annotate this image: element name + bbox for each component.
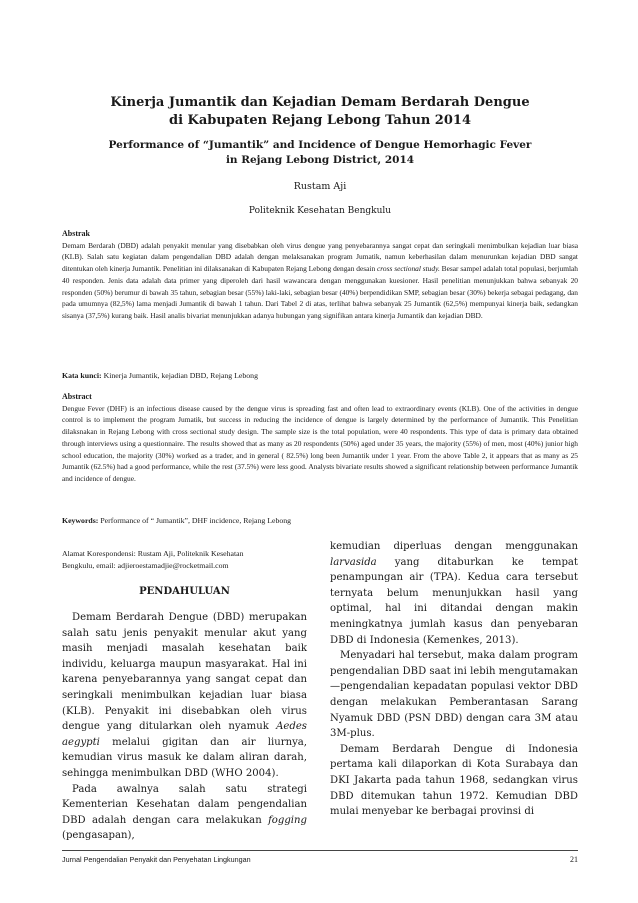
kata-kunci xyxy=(62,370,578,382)
author-name: Rustam Aji xyxy=(293,181,347,192)
correspondence-address xyxy=(62,548,307,572)
kata-kunci-label: Kata kunci: xyxy=(62,371,102,380)
right-p1-italic: larvasida xyxy=(330,556,377,568)
correspondence-line-1: Alamat Korespondensi: Rustam Aji, Politeknik Kesehatan xyxy=(62,549,244,558)
abstrak-text-2: Besar sampel adalah total populasi, berjumlah 40 responden. Jenis data adalah data primer yang diperoleh dari hasil wawancara dengan menggunakan kuesioner. Hasil penelitian menunjukkan bahwa sebanyak 20 responden (50%) berumur di bawah 35 tahun, sebagian besar (55%) laki-laki, sebagian besar (40%) berpendidikan SMP, sebagian besar (30%) bekerja sebagai pedagang, dan pada umumnya (82,5%) lama menjadi Jumantik di bawah 1 tahun. Dari Tabel 2 di atas, terlihat bahwa sebanyak 25 Jumantik (62,5%) mempunyai kinerja baik, sedangkan sisanya (37,5%) kurang baik. Hasil analis bivariat menunjukkan adanya hubungan yang signifikan antara kinerja Jumantik dan kejadian DBD. xyxy=(62,264,579,320)
abstract-body: Dengue Fever (DHF) is an infectious disease caused by the dengue virus is spreading fast and often lead to extraordinary events (KLB). One of the activities in dengue control is to implement the program Jumatik, but success in reducing the incidence of dengue is largely determined by the performance of Jumantik. This Penelitian dilaksnakan in Rejang Lebong with cross sectional study design. The sample size is the total population, were 40 respondents. This type of data is primary data obtained through interviews using a questionnaire. The results showed that as many as 20 respondents (50%) aged under 35 years, the majority (55%) of men, most (40%) junior high school education, the majority (30%) worked as a trader, and in general ( 82.5%) long been Jumantik under 1 year. From the above Table 2, it appears that as many as 25 Jumantik (62.5%) had a good performance, while the rest (37.5%) were less good. Analysts bivariate results showed a significant relationship between performance Jumantik and incidence of dengue. xyxy=(62,403,578,483)
left-paragraph-1 xyxy=(62,610,307,782)
abstract-section xyxy=(62,391,578,485)
left-paragraph-2 xyxy=(62,782,307,844)
abstract-heading: Abstract xyxy=(62,392,92,401)
abstrak-body xyxy=(62,240,578,322)
keywords xyxy=(62,515,578,527)
left-column xyxy=(62,610,307,844)
footer-divider xyxy=(62,850,578,851)
title-en-line-1: Performance of “Jumantik” and Incidence of Dengue Hemorhagic Fever xyxy=(108,139,532,151)
correspondence-line-2: Bengkulu, email: adjieroestamadjie@rocketmail.com xyxy=(62,561,229,570)
abstrak-heading: Abstrak xyxy=(62,229,91,238)
page-number: 21 xyxy=(570,855,578,864)
right-p1-text-a: kemudian diperluas dengan menggunakan xyxy=(330,541,578,552)
section-heading-pendahuluan: PENDAHULUAN xyxy=(139,586,230,597)
right-column xyxy=(330,539,578,820)
right-paragraph-3: Demam Berdarah Dengue di Indonesia pertama kali dilaporkan di Kota Surabaya dan DKI Jakarta pada tahun 1968, sedangkan virus DBD ditemukan tahun 1972. Kemudian DBD mulai menyebar ke berbagai provinsi di xyxy=(330,743,578,818)
abstrak-section xyxy=(62,228,578,322)
footer-journal-name: Jurnal Pengendalian Penyakit dan Penyehatan Lingkungan xyxy=(62,855,251,864)
abstrak-text-italic: cross sectional study. xyxy=(377,264,440,274)
keywords-text: Performance of “ Jumantik”, DHF incidence, Rejang Lebong xyxy=(98,516,292,525)
title-indonesian xyxy=(60,94,580,130)
right-paragraph-1 xyxy=(330,539,578,648)
title-line-2: di Kabupaten Rejang Lebong Tahun 2014 xyxy=(168,113,471,128)
left-p2-text-a: Pada awalnya salah satu strategi Kementerian Kesehatan dalam pengendalian DBD adalah dengan cara melakukan xyxy=(62,783,307,826)
author-affiliation: Politeknik Kesehatan Bengkulu xyxy=(248,206,392,216)
right-paragraph-2: Menyadari hal tersebut, maka dalam program pengendalian DBD saat ini lebih mengutamakan —pengendalian kepadatan populasi vektor DBD dengan melakukan Pemberantasan Sarang Nyamuk DBD (PSN DBD) dengan cara 3M atau 3M-plus. xyxy=(330,650,578,740)
keywords-label: Keywords: xyxy=(62,516,99,525)
abstrak-text-1: Demam Berdarah (DBD) adalah penyakit menular yang disebabkan oleh virus dengue yang penyebarannya sangat cepat dan seringkali menimbulkan kejadian luar biasa (KLB). Salah satu kegiatan dalam pengendalian DBD adalah dengan melaksanakan program Jumatik, namun keberhasilan dalam menurunkan kejadian DBD sangat ditentukan oleh kinerja Jumantik. Penelitian ini dilaksanakan di Kabupaten Rejang Lebong dengan desain xyxy=(62,240,578,274)
left-p1-text-a: Demam Berdarah Dengue (DBD) merupakan salah satu jenis penyakit menular akut yang masih menjadi masalah kesehatan baik individu, keluarga maupun masyarakat. Hal ini karena penyebarannya yang sangat cepat dan seringkali menimbulkan kejadian luar biasa (KLB). Penyakit ini disebabkan oleh virus dengue yang ditularkan oleh nyamuk xyxy=(62,612,307,733)
left-p2-text-b: (pengasapan), xyxy=(62,830,135,842)
page-footer xyxy=(62,855,578,864)
right-p1-text-b: yang ditaburkan ke tempat penampungan air (TPA). Kedua cara tersebut ternyata belum menunjukkan hasil yang optimal, hal ini ditandai dengan makin meningkatnya jumlah kasus dan penyebaran DBD di Indonesia (Kemenkes, 2013). xyxy=(330,556,578,646)
kata-kunci-text: Kinerja Jumantik, kejadian DBD, Rejang Lebong xyxy=(101,371,258,380)
title-line-1: Kinerja Jumantik dan Kejadian Demam Berdarah Dengue xyxy=(110,95,530,110)
title-en-line-2: in Rejang Lebong District, 2014 xyxy=(225,154,415,166)
title-english xyxy=(60,138,580,168)
left-p1-italic: Aedes aegypti xyxy=(62,721,307,748)
left-p2-italic: fogging xyxy=(268,814,307,826)
left-p1-text-b: melalui gigitan dan air liurnya, kemudian virus masuk ke dalam aliran darah, sehingga menimbulkan DBD (WHO 2004). xyxy=(62,736,307,779)
